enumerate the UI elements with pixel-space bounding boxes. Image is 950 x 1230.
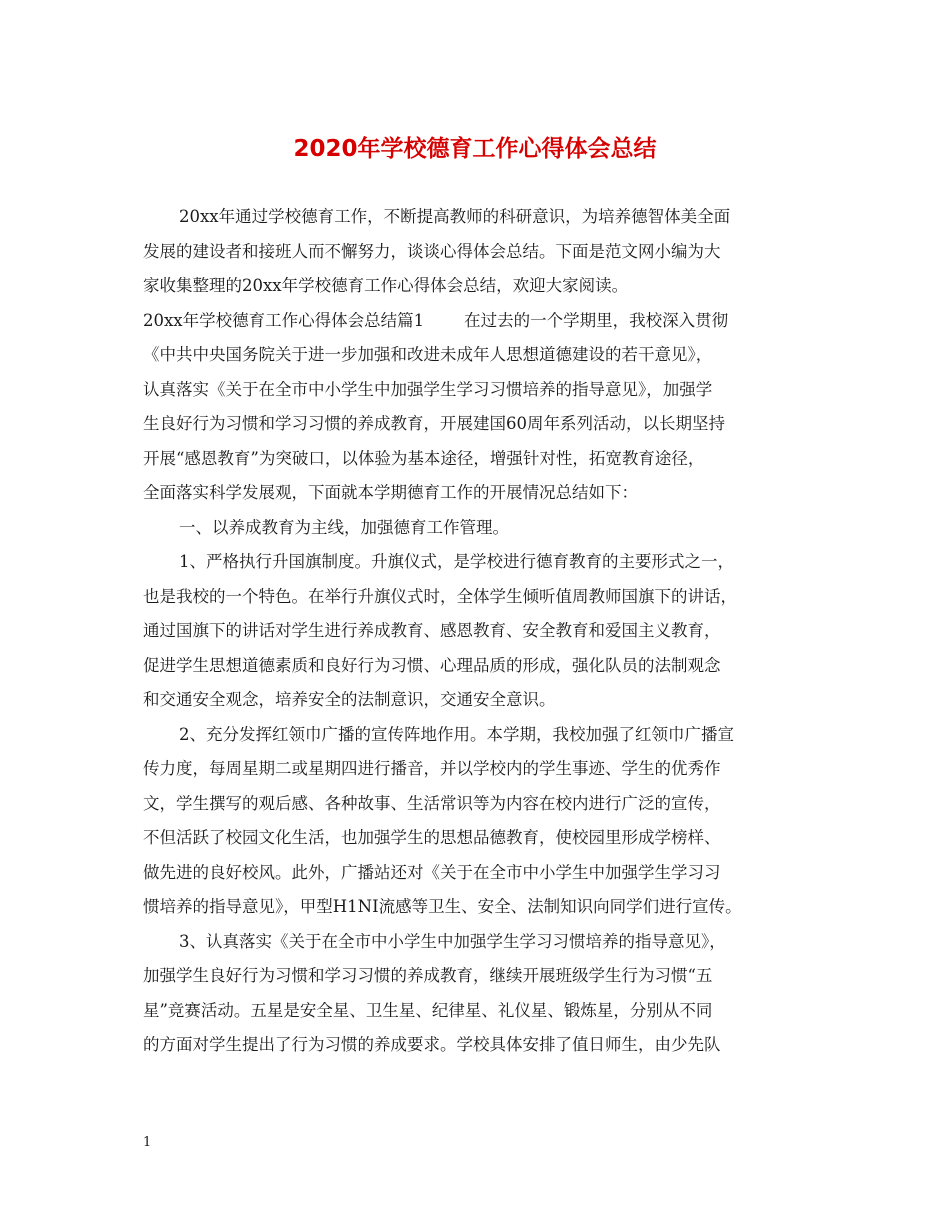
part1-heading: 一、以养成教育为主线，加强德育工作管理。	[179, 517, 509, 537]
item2-line: 2、充分发挥红领巾广播的宣传阵地作用。本学期，我校加强了红领巾广播宣	[179, 724, 734, 744]
document-body	[143, 200, 813, 1063]
item1-line: 和交通安全观念，培养安全的法制意识，交通安全意识。	[143, 690, 556, 709]
section-line: 认真落实《关于在全市中小学生中加强学生学习习惯培养的指导意见》，加强学	[143, 379, 713, 399]
section-line: 全面落实科学发展观，下面就本学期德育工作的开展情况总结如下：	[143, 483, 638, 502]
intro-line: 发展的建设者和接班人而不懈努力，谈谈心得体会总结。下面是范文网小编为大	[143, 241, 721, 261]
item1-line: 促进学生思想道德素质和良好行为习惯、心理品质的形成，强化队员的法制观念	[143, 655, 721, 675]
page-number: 1	[143, 1135, 152, 1150]
document-title: 2020年学校德育工作心得体会总结	[293, 136, 657, 162]
intro-line: 家收集整理的20xx年学校德育工作心得体会总结，欢迎大家阅读。	[143, 276, 629, 295]
item2-line: 文，学生撰写的观后感、各种故事、生活常识等为内容在校内进行广泛的宣传，	[143, 793, 721, 813]
section-line: 《中共中央国务院关于进一步加强和改进未成年人思想道德建设的若干意见》，	[143, 345, 713, 364]
item2-line: 惯培养的指导意见》，甲型H1NI流感等卫生、安全、法制知识向同学们进行宣传。	[143, 897, 742, 916]
section-line: 开展“感恩教育”为突破口，以体验为基本途径，增强针对性，拓宽教育途径，	[143, 448, 705, 468]
item3-line: 的方面对学生提出了行为习惯的养成要求。学校具体安排了值日师生，由少先队	[143, 1035, 721, 1054]
item3-line: 加强学生良好行为习惯和学习习惯的养成教育，继续开展班级学生行为习惯“五	[143, 966, 713, 985]
item1-line: 也是我校的一个特色。在举行升旗仪式时，全体学生倾听值周教师国旗下的讲话，	[143, 586, 737, 606]
item3-line: 星”竞赛活动。五星是安全星、卫生星、纪律星、礼仪星、锻炼星，分别从不同	[143, 1000, 713, 1020]
item3-line: 3、认真落实《关于在全市中小学生中加强学生学习习惯培养的指导意见》，	[179, 931, 726, 951]
section-heading: 20xx年学校德育工作心得体会总结篇1	[143, 310, 425, 330]
intro-line: 20xx年通过学校德育工作，不断提高教师的科研意识，为培养德智体美全面	[179, 207, 731, 226]
item1-line: 通过国旗下的讲话对学生进行养成教育、感恩教育、安全教育和爱国主义教育，	[143, 621, 721, 640]
section-line: 生良好行为习惯和学习习惯的养成教育，开展建国60周年系列活动，以长期坚持	[143, 414, 725, 433]
item2-line: 传力度，每周星期二或星期四进行播音，并以学校内的学生事迹、学生的优秀作	[143, 759, 721, 778]
section-first-text: 在过去的一个学期里，我校深入贯彻	[464, 310, 729, 330]
section-heading-line	[143, 304, 813, 339]
item2-line: 做先进的良好校风。此外，广播站还对《关于在全市中小学生中加强学生学习习	[143, 862, 721, 882]
item1-line: 1、严格执行升国旗制度。升旗仪式，是学校进行德育教育的主要形式之一，	[179, 552, 734, 571]
item2-line: 不但活跃了校园文化生活，也加强学生的思想品德教育，使校园里形成学榜样、	[143, 828, 721, 847]
